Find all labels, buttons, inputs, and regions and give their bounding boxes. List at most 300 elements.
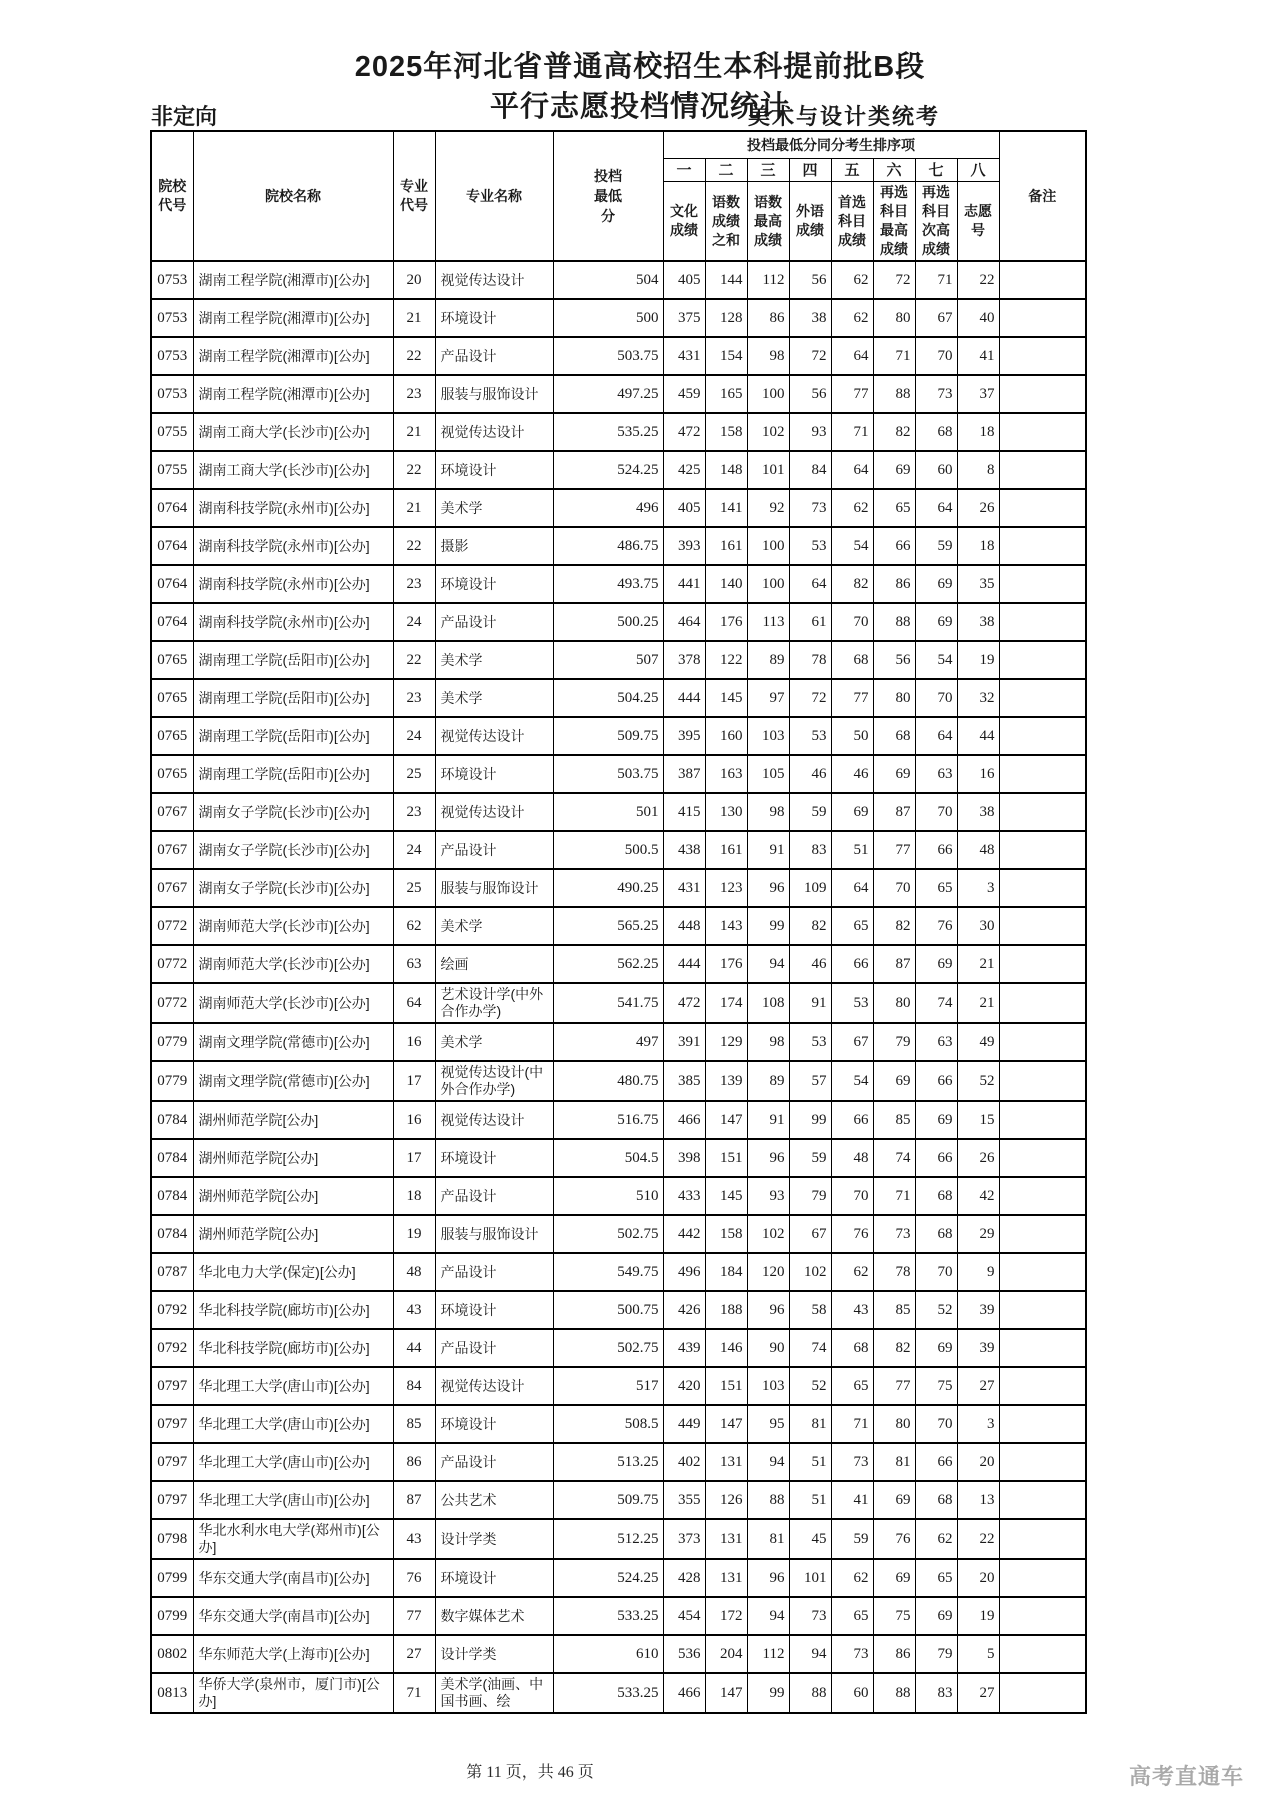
cell-sort-4: 59 xyxy=(789,793,831,831)
cell-major-code: 16 xyxy=(393,1101,435,1139)
cell-major-code: 23 xyxy=(393,679,435,717)
cell-college-code: 0797 xyxy=(151,1443,193,1481)
cell-sort-1: 441 xyxy=(663,565,705,603)
cell-sort-6: 85 xyxy=(873,1101,915,1139)
cell-min-score: 513.25 xyxy=(553,1443,663,1481)
cell-remark xyxy=(999,755,1086,793)
cell-remark xyxy=(999,869,1086,907)
cell-major-name: 视觉传达设计 xyxy=(435,413,553,451)
cell-college-name: 湖南师范大学(长沙市)[公办] xyxy=(193,983,393,1023)
cell-college-code: 0765 xyxy=(151,717,193,755)
cell-sort-6: 78 xyxy=(873,1253,915,1291)
cell-sort-5: 59 xyxy=(831,1519,873,1559)
table-row xyxy=(151,337,1086,375)
cell-sort-8: 8 xyxy=(957,451,999,489)
cell-sort-6: 80 xyxy=(873,983,915,1023)
cell-major-code: 22 xyxy=(393,641,435,679)
cell-college-code: 0753 xyxy=(151,375,193,413)
cell-college-code: 0797 xyxy=(151,1481,193,1519)
cell-remark xyxy=(999,413,1086,451)
cell-min-score: 502.75 xyxy=(553,1215,663,1253)
cell-sort-3: 92 xyxy=(747,489,789,527)
cell-sort-4: 109 xyxy=(789,869,831,907)
cell-sort-1: 449 xyxy=(663,1405,705,1443)
cell-sort-1: 442 xyxy=(663,1215,705,1253)
cell-sort-3: 96 xyxy=(747,1139,789,1177)
cell-sort-7: 69 xyxy=(915,945,957,983)
cell-sort-3: 81 xyxy=(747,1519,789,1559)
cell-sort-1: 466 xyxy=(663,1673,705,1713)
cell-sort-5: 64 xyxy=(831,451,873,489)
cell-sort-2: 184 xyxy=(705,1253,747,1291)
table-row xyxy=(151,641,1086,679)
table-row xyxy=(151,1405,1086,1443)
cell-sort-7: 69 xyxy=(915,603,957,641)
cell-major-code: 76 xyxy=(393,1559,435,1597)
cell-sort-3: 94 xyxy=(747,945,789,983)
cell-min-score: 509.75 xyxy=(553,717,663,755)
cell-sort-3: 96 xyxy=(747,1291,789,1329)
cell-sort-7: 67 xyxy=(915,299,957,337)
cell-sort-6: 69 xyxy=(873,451,915,489)
cell-major-name: 服装与服饰设计 xyxy=(435,869,553,907)
cell-major-name: 环境设计 xyxy=(435,1405,553,1443)
cell-min-score: 524.25 xyxy=(553,451,663,489)
cell-sort-8: 22 xyxy=(957,261,999,299)
cell-sort-2: 146 xyxy=(705,1329,747,1367)
cell-major-code: 18 xyxy=(393,1177,435,1215)
cell-remark xyxy=(999,1443,1086,1481)
cell-major-name: 公共艺术 xyxy=(435,1481,553,1519)
cell-sort-7: 68 xyxy=(915,1215,957,1253)
cell-college-code: 0772 xyxy=(151,983,193,1023)
cell-sort-2: 141 xyxy=(705,489,747,527)
cell-sort-8: 21 xyxy=(957,983,999,1023)
cell-sort-6: 87 xyxy=(873,945,915,983)
cell-sort-4: 102 xyxy=(789,1253,831,1291)
cell-remark xyxy=(999,983,1086,1023)
cell-sort-3: 100 xyxy=(747,375,789,413)
cell-sort-6: 77 xyxy=(873,1367,915,1405)
cell-major-code: 71 xyxy=(393,1673,435,1713)
cell-sort-6: 68 xyxy=(873,717,915,755)
cell-sort-1: 448 xyxy=(663,907,705,945)
cell-min-score: 500 xyxy=(553,299,663,337)
cell-remark xyxy=(999,1061,1086,1101)
cell-college-name: 湖州师范学院[公办] xyxy=(193,1139,393,1177)
cell-major-name: 艺术设计学(中外合作办学) xyxy=(435,983,553,1023)
cell-sort-4: 61 xyxy=(789,603,831,641)
cell-major-name: 视觉传达设计 xyxy=(435,1101,553,1139)
cell-sort-7: 64 xyxy=(915,717,957,755)
cell-sort-8: 26 xyxy=(957,489,999,527)
cell-sort-4: 82 xyxy=(789,907,831,945)
cell-remark xyxy=(999,603,1086,641)
cell-min-score: 496 xyxy=(553,489,663,527)
cell-college-code: 0765 xyxy=(151,641,193,679)
cell-sort-7: 63 xyxy=(915,1023,957,1061)
header-ordinal-8: 八 xyxy=(957,159,999,182)
cell-remark xyxy=(999,831,1086,869)
cell-sort-7: 65 xyxy=(915,869,957,907)
cell-sort-3: 89 xyxy=(747,1061,789,1101)
cell-sort-8: 52 xyxy=(957,1061,999,1101)
cell-min-score: 480.75 xyxy=(553,1061,663,1101)
cell-college-code: 0779 xyxy=(151,1061,193,1101)
cell-sort-8: 27 xyxy=(957,1673,999,1713)
watermark-text: 高考直通车 xyxy=(1128,1764,1244,1789)
cell-sort-5: 68 xyxy=(831,1329,873,1367)
cell-sort-8: 27 xyxy=(957,1367,999,1405)
header-college-name: 院校名称 xyxy=(193,131,393,261)
cell-sort-5: 77 xyxy=(831,375,873,413)
table-row xyxy=(151,1061,1086,1101)
cell-sort-4: 74 xyxy=(789,1329,831,1367)
cell-sort-7: 73 xyxy=(915,375,957,413)
cell-major-name: 环境设计 xyxy=(435,755,553,793)
cell-min-score: 503.75 xyxy=(553,337,663,375)
cell-sort-5: 54 xyxy=(831,1061,873,1101)
cell-sort-7: 70 xyxy=(915,793,957,831)
cell-college-name: 湖南女子学院(长沙市)[公办] xyxy=(193,793,393,831)
cell-sort-1: 459 xyxy=(663,375,705,413)
cell-remark xyxy=(999,337,1086,375)
cell-min-score: 503.75 xyxy=(553,755,663,793)
cell-sort-5: 82 xyxy=(831,565,873,603)
table-row xyxy=(151,869,1086,907)
cell-sort-1: 464 xyxy=(663,603,705,641)
cell-major-code: 22 xyxy=(393,451,435,489)
cell-sort-2: 148 xyxy=(705,451,747,489)
cell-min-score: 512.25 xyxy=(553,1519,663,1559)
cell-college-code: 0755 xyxy=(151,413,193,451)
cell-sort-4: 52 xyxy=(789,1367,831,1405)
cell-sort-1: 395 xyxy=(663,717,705,755)
cell-sort-7: 63 xyxy=(915,755,957,793)
header-ordinal-5: 五 xyxy=(831,159,873,182)
header-remark: 备注 xyxy=(999,131,1086,261)
cell-major-code: 87 xyxy=(393,1481,435,1519)
cell-sort-7: 70 xyxy=(915,1405,957,1443)
header-ordinal-3: 三 xyxy=(747,159,789,182)
cell-min-score: 507 xyxy=(553,641,663,679)
cell-sort-8: 48 xyxy=(957,831,999,869)
cell-major-code: 24 xyxy=(393,831,435,869)
cell-major-code: 22 xyxy=(393,337,435,375)
cell-sort-3: 89 xyxy=(747,641,789,679)
header-ordinal-2: 二 xyxy=(705,159,747,182)
cell-sort-5: 53 xyxy=(831,983,873,1023)
cell-min-score: 610 xyxy=(553,1635,663,1673)
cell-sort-8: 30 xyxy=(957,907,999,945)
cell-sort-1: 444 xyxy=(663,945,705,983)
cell-sort-4: 91 xyxy=(789,983,831,1023)
cell-college-code: 0765 xyxy=(151,755,193,793)
cell-sort-8: 49 xyxy=(957,1023,999,1061)
cell-sort-6: 71 xyxy=(873,337,915,375)
cell-major-code: 86 xyxy=(393,1443,435,1481)
cell-sort-6: 88 xyxy=(873,375,915,413)
cell-college-name: 湖南工程学院(湘潭市)[公办] xyxy=(193,337,393,375)
cell-sort-2: 151 xyxy=(705,1139,747,1177)
cell-sort-5: 66 xyxy=(831,945,873,983)
table-row xyxy=(151,1635,1086,1673)
cell-sort-5: 69 xyxy=(831,793,873,831)
cell-sort-1: 536 xyxy=(663,1635,705,1673)
cell-sort-1: 405 xyxy=(663,489,705,527)
cell-sort-3: 102 xyxy=(747,1215,789,1253)
cell-sort-3: 94 xyxy=(747,1443,789,1481)
cell-major-name: 美术学(油画、中国书画、绘 xyxy=(435,1673,553,1713)
cell-college-name: 华北理工大学(唐山市)[公办] xyxy=(193,1481,393,1519)
exam-category-label: 美术与设计类统考 xyxy=(747,104,940,129)
cell-sort-1: 398 xyxy=(663,1139,705,1177)
cell-sort-7: 66 xyxy=(915,1139,957,1177)
cell-major-code: 23 xyxy=(393,565,435,603)
cell-sort-1: 373 xyxy=(663,1519,705,1559)
cell-sort-7: 71 xyxy=(915,261,957,299)
cell-remark xyxy=(999,1481,1086,1519)
cell-sort-3: 101 xyxy=(747,451,789,489)
cell-major-code: 17 xyxy=(393,1061,435,1101)
header-row-group xyxy=(151,131,1086,159)
cell-major-code: 43 xyxy=(393,1519,435,1559)
cell-college-name: 湖南女子学院(长沙市)[公办] xyxy=(193,831,393,869)
cell-sort-2: 145 xyxy=(705,1177,747,1215)
cell-sort-6: 76 xyxy=(873,1519,915,1559)
header-min-score-text: 投档最低分 xyxy=(594,168,622,224)
cell-min-score: 524.25 xyxy=(553,1559,663,1597)
cell-sort-1: 385 xyxy=(663,1061,705,1101)
cell-sort-4: 58 xyxy=(789,1291,831,1329)
cell-remark xyxy=(999,1177,1086,1215)
page-number: 第 11 页，共 46 页 xyxy=(466,1764,594,1781)
cell-remark xyxy=(999,793,1086,831)
cell-sort-3: 102 xyxy=(747,413,789,451)
cell-sort-7: 66 xyxy=(915,1443,957,1481)
cell-major-name: 视觉传达设计 xyxy=(435,261,553,299)
cell-sort-4: 84 xyxy=(789,451,831,489)
cell-sort-2: 143 xyxy=(705,907,747,945)
cell-major-name: 产品设计 xyxy=(435,337,553,375)
cell-sort-5: 65 xyxy=(831,1367,873,1405)
plan-type-label: 非定向 xyxy=(151,104,218,129)
cell-sort-8: 19 xyxy=(957,641,999,679)
cell-sort-2: 176 xyxy=(705,603,747,641)
cell-sort-5: 73 xyxy=(831,1443,873,1481)
cell-major-code: 21 xyxy=(393,413,435,451)
cell-min-score: 497 xyxy=(553,1023,663,1061)
cell-sort-7: 70 xyxy=(915,679,957,717)
cell-major-code: 20 xyxy=(393,261,435,299)
cell-college-name: 湖南科技学院(永州市)[公办] xyxy=(193,527,393,565)
cell-sort-6: 79 xyxy=(873,1023,915,1061)
cell-sort-8: 38 xyxy=(957,793,999,831)
cell-sort-8: 5 xyxy=(957,1635,999,1673)
cell-sort-4: 51 xyxy=(789,1481,831,1519)
cell-sort-7: 66 xyxy=(915,1061,957,1101)
cell-sort-5: 62 xyxy=(831,1253,873,1291)
cell-college-name: 华北科技学院(廊坊市)[公办] xyxy=(193,1291,393,1329)
cell-sort-7: 75 xyxy=(915,1367,957,1405)
cell-major-name: 服装与服饰设计 xyxy=(435,375,553,413)
header-sub-chinese-math-sum: 语数成绩之和 xyxy=(705,182,747,262)
cell-sort-4: 56 xyxy=(789,261,831,299)
table-row xyxy=(151,375,1086,413)
cell-sort-8: 18 xyxy=(957,413,999,451)
cell-sort-7: 76 xyxy=(915,907,957,945)
cell-college-name: 华北电力大学(保定)[公办] xyxy=(193,1253,393,1291)
cell-sort-3: 86 xyxy=(747,299,789,337)
cell-major-name: 环境设计 xyxy=(435,565,553,603)
cell-sort-3: 91 xyxy=(747,1101,789,1139)
table-row xyxy=(151,1253,1086,1291)
cell-major-code: 44 xyxy=(393,1329,435,1367)
cell-college-code: 0772 xyxy=(151,907,193,945)
cell-major-name: 视觉传达设计 xyxy=(435,717,553,755)
header-major-code: 专业代号 xyxy=(393,131,435,261)
cell-remark xyxy=(999,565,1086,603)
cell-sort-4: 94 xyxy=(789,1635,831,1673)
cell-sort-8: 37 xyxy=(957,375,999,413)
cell-sort-6: 73 xyxy=(873,1215,915,1253)
cell-sort-6: 88 xyxy=(873,603,915,641)
cell-sort-6: 80 xyxy=(873,679,915,717)
cell-college-code: 0797 xyxy=(151,1367,193,1405)
cell-sort-3: 120 xyxy=(747,1253,789,1291)
cell-major-code: 77 xyxy=(393,1597,435,1635)
cell-sort-7: 70 xyxy=(915,337,957,375)
cell-college-code: 0767 xyxy=(151,869,193,907)
header-sub-preference-no: 志愿号 xyxy=(957,182,999,262)
cell-min-score: 500.75 xyxy=(553,1291,663,1329)
cell-sort-1: 393 xyxy=(663,527,705,565)
cell-sort-4: 38 xyxy=(789,299,831,337)
cell-sort-1: 431 xyxy=(663,869,705,907)
table-row xyxy=(151,907,1086,945)
cell-college-name: 华北理工大学(唐山市)[公办] xyxy=(193,1443,393,1481)
cell-sort-2: 131 xyxy=(705,1443,747,1481)
cell-min-score: 533.25 xyxy=(553,1597,663,1635)
cell-remark xyxy=(999,1597,1086,1635)
cell-sort-4: 51 xyxy=(789,1443,831,1481)
cell-sort-3: 98 xyxy=(747,1023,789,1061)
cell-remark xyxy=(999,1253,1086,1291)
cell-sort-2: 147 xyxy=(705,1101,747,1139)
cell-sort-3: 112 xyxy=(747,1635,789,1673)
cell-major-code: 21 xyxy=(393,299,435,337)
cell-sort-2: 123 xyxy=(705,869,747,907)
cell-college-code: 0764 xyxy=(151,527,193,565)
cell-sort-8: 20 xyxy=(957,1443,999,1481)
table-row xyxy=(151,1023,1086,1061)
cell-sort-4: 73 xyxy=(789,489,831,527)
cell-sort-6: 77 xyxy=(873,831,915,869)
cell-sort-4: 83 xyxy=(789,831,831,869)
cell-sort-1: 431 xyxy=(663,337,705,375)
cell-college-code: 0753 xyxy=(151,299,193,337)
cell-sort-8: 39 xyxy=(957,1329,999,1367)
cell-min-score: 493.75 xyxy=(553,565,663,603)
cell-min-score: 497.25 xyxy=(553,375,663,413)
cell-sort-2: 158 xyxy=(705,1215,747,1253)
cell-college-code: 0784 xyxy=(151,1101,193,1139)
cell-college-code: 0764 xyxy=(151,489,193,527)
table-row xyxy=(151,679,1086,717)
cell-sort-6: 82 xyxy=(873,1329,915,1367)
cell-sort-3: 88 xyxy=(747,1481,789,1519)
cell-sort-2: 126 xyxy=(705,1481,747,1519)
header-sub-first-subject: 首选科目成绩 xyxy=(831,182,873,262)
cell-major-name: 环境设计 xyxy=(435,1291,553,1329)
cell-sort-5: 54 xyxy=(831,527,873,565)
cell-sort-5: 68 xyxy=(831,641,873,679)
cell-sort-6: 82 xyxy=(873,907,915,945)
cell-sort-8: 3 xyxy=(957,869,999,907)
cell-sort-5: 46 xyxy=(831,755,873,793)
cell-sort-6: 69 xyxy=(873,1481,915,1519)
table-header xyxy=(151,131,1086,261)
cell-sort-2: 145 xyxy=(705,679,747,717)
cell-remark xyxy=(999,945,1086,983)
table-row xyxy=(151,983,1086,1023)
cell-sort-1: 428 xyxy=(663,1559,705,1597)
cell-sort-6: 71 xyxy=(873,1177,915,1215)
table-row xyxy=(151,945,1086,983)
header-sub-chinese-math-max: 语数最高成绩 xyxy=(747,182,789,262)
cell-major-code: 23 xyxy=(393,793,435,831)
cell-sort-1: 405 xyxy=(663,261,705,299)
cell-sort-2: 130 xyxy=(705,793,747,831)
cell-sort-5: 64 xyxy=(831,337,873,375)
cell-min-score: 533.25 xyxy=(553,1673,663,1713)
cell-sort-4: 53 xyxy=(789,527,831,565)
table-body xyxy=(151,261,1086,1713)
cell-min-score: 549.75 xyxy=(553,1253,663,1291)
cell-min-score: 516.75 xyxy=(553,1101,663,1139)
admission-table xyxy=(150,130,1087,1714)
header-ordinal-4: 四 xyxy=(789,159,831,182)
header-sub-foreign-language: 外语成绩 xyxy=(789,182,831,262)
document-title-line1: 2025年河北省普通高校招生本科提前批B段 xyxy=(354,51,926,83)
cell-college-name: 湖南理工学院(岳阳市)[公办] xyxy=(193,679,393,717)
cell-major-name: 环境设计 xyxy=(435,299,553,337)
cell-min-score: 562.25 xyxy=(553,945,663,983)
cell-college-code: 0802 xyxy=(151,1635,193,1673)
table-row xyxy=(151,831,1086,869)
cell-sort-6: 75 xyxy=(873,1597,915,1635)
cell-sort-2: 129 xyxy=(705,1023,747,1061)
cell-sort-3: 98 xyxy=(747,337,789,375)
table-row xyxy=(151,1367,1086,1405)
cell-sort-7: 68 xyxy=(915,1177,957,1215)
cell-college-name: 湖州师范学院[公办] xyxy=(193,1177,393,1215)
cell-sort-2: 131 xyxy=(705,1519,747,1559)
table-row xyxy=(151,413,1086,451)
cell-sort-7: 69 xyxy=(915,1597,957,1635)
cell-sort-4: 46 xyxy=(789,755,831,793)
cell-major-name: 服装与服饰设计 xyxy=(435,1215,553,1253)
header-college-code: 院校代号 xyxy=(151,131,193,261)
cell-sort-5: 51 xyxy=(831,831,873,869)
cell-college-name: 华北理工大学(唐山市)[公办] xyxy=(193,1405,393,1443)
cell-sort-8: 20 xyxy=(957,1559,999,1597)
cell-min-score: 504.25 xyxy=(553,679,663,717)
cell-sort-4: 67 xyxy=(789,1215,831,1253)
cell-sort-4: 56 xyxy=(789,375,831,413)
cell-sort-2: 140 xyxy=(705,565,747,603)
cell-sort-8: 13 xyxy=(957,1481,999,1519)
